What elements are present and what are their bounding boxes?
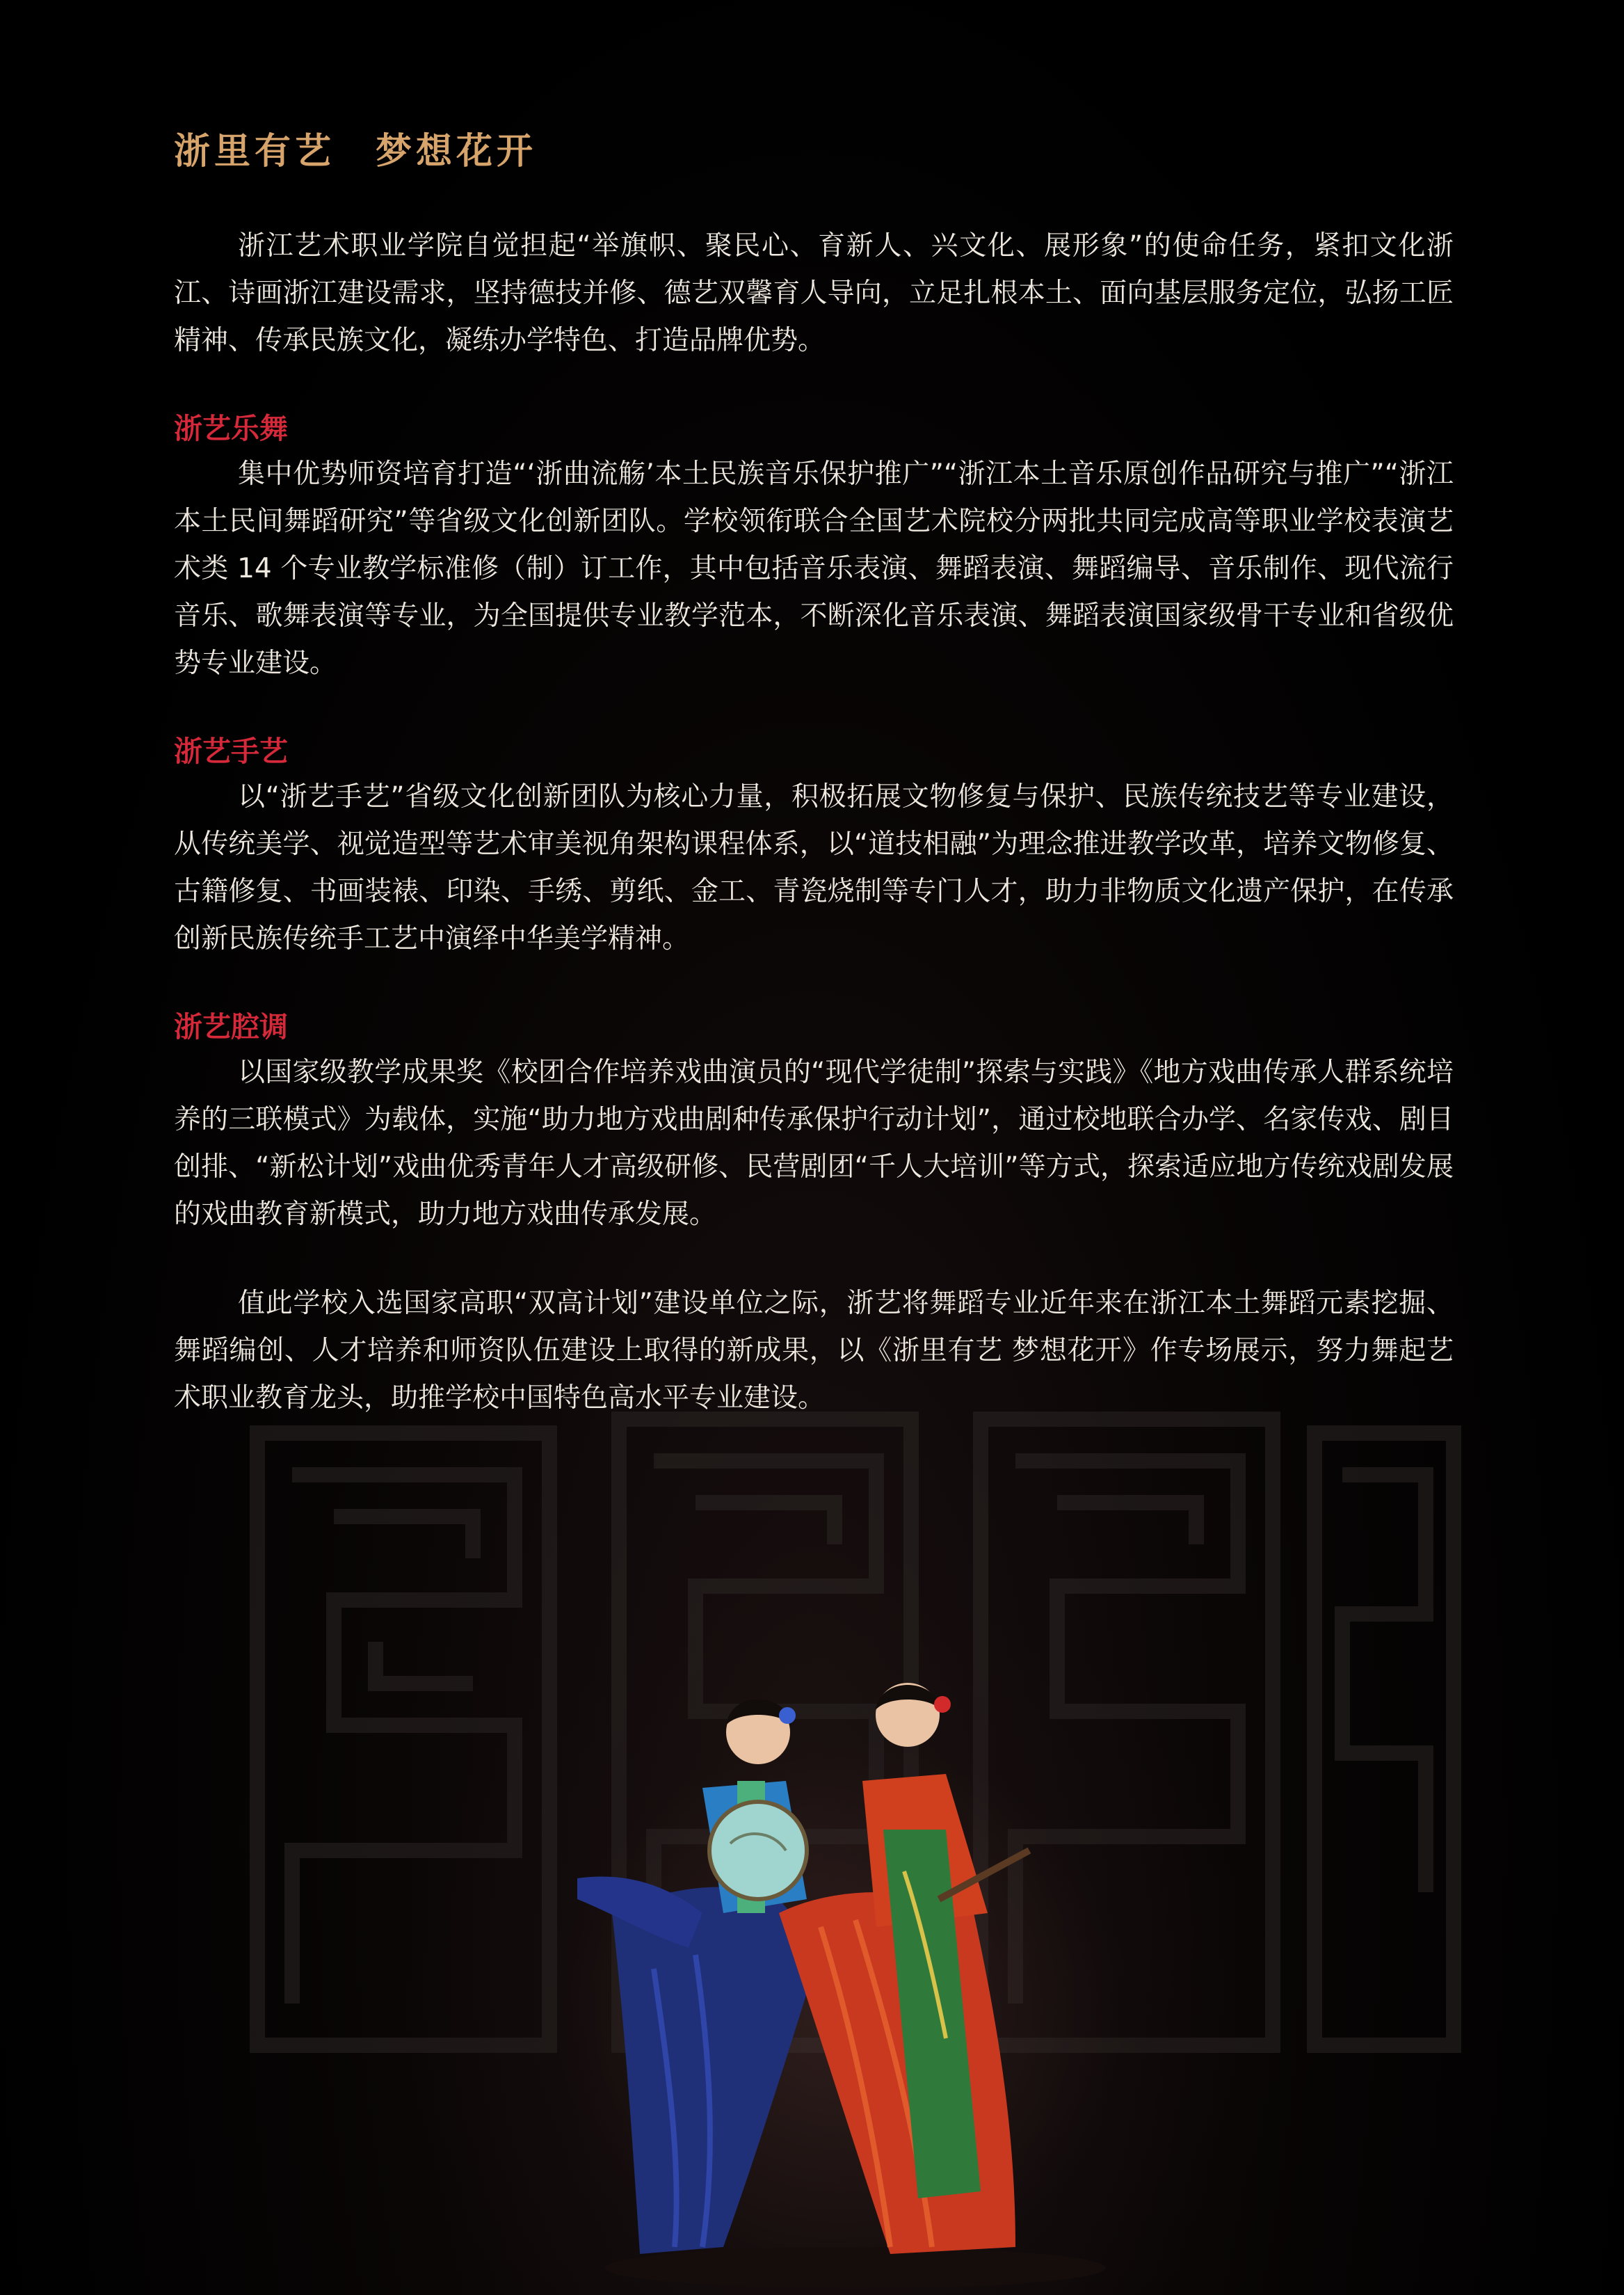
intro-paragraph: 浙江艺术职业学院自觉担起“举旗帜、聚民心、育新人、兴文化、展形象”的使命任务，紧扣文化浙江、诗画浙江建设需求，坚持德技并修、德艺双馨育人导向，立足扎根本土、面向基层服务定位，弘扬工匠精神、传承民族文化，凝练办学特色、打造品牌优势。 bbox=[174, 230, 1454, 356]
section-opera bbox=[174, 1005, 1454, 1238]
section-music-dance bbox=[174, 406, 1454, 687]
text-content bbox=[174, 122, 1454, 1422]
dancers-performance-photo bbox=[529, 1621, 1224, 2295]
section-body-music-dance: 集中优势师资培育打造“‘浙曲流觞’本土民族音乐保护推广”“浙江本土音乐原创作品研究与推广”“浙江本土民间舞蹈研究”等省级文化创新团队。学校领衔联合全国艺术院校分两批共同完成高等职业学校表演艺术类 14 个专业教学标准修（制）订工作，其中包括音乐表演、舞蹈表演、舞蹈编导、音乐制作、现代流行音乐、歌舞表演等专业，为全国提供专业教学范本，不断深化音乐表演、舞蹈表演国家级骨干专业和省级优势专业建设。 bbox=[174, 458, 1454, 679]
section-heading-crafts: 浙艺手艺 bbox=[174, 735, 288, 768]
closing-paragraph: 值此学校入选国家高职“双高计划”建设单位之际，浙艺将舞蹈专业近年来在浙江本土舞蹈元素挖掘、舞蹈编创、人才培养和师资队伍建设上取得的新成果，以《浙里有艺 梦想花开》作专场展示，努力舞起艺术职业教育龙头，助推学校中国特色高水平专业建设。 bbox=[174, 1288, 1454, 1414]
section-heading-opera: 浙艺腔调 bbox=[174, 1010, 288, 1043]
section-body-crafts: 以“浙艺手艺”省级文化创新团队为核心力量，积极拓展文物修复与保护、民族传统技艺等专业建设，从传统美学、视觉造型等艺术审美视角架构课程体系，以“道技相融”为理念推进教学改革，培养文物修复、古籍修复、书画装裱、印染、手绣、剪纸、金工、青瓷烧制等专门人才，助力非物质文化遗产保护，在传承创新民族传统手工艺中演绎中华美学精神。 bbox=[174, 781, 1454, 954]
section-crafts bbox=[174, 729, 1454, 963]
section-heading-music-dance: 浙艺乐舞 bbox=[174, 412, 288, 445]
page-title: 浙里有艺 梦想花开 bbox=[174, 131, 538, 173]
section-body-opera: 以国家级教学成果奖《校团合作培养戏曲演员的“现代学徒制”探索与实践》《地方戏曲传承人群系统培养的三联模式》为载体，实施“助力地方戏曲剧种传承保护行动计划”，通过校地联合办学、名家传戏、剧目创排、“新松计划”戏曲优秀青年人才高级研修、民营剧团“千人大培训”等方式，探索适应地方传统戏剧发展的戏曲教育新模式，助力地方戏曲传承发展。 bbox=[174, 1057, 1454, 1230]
